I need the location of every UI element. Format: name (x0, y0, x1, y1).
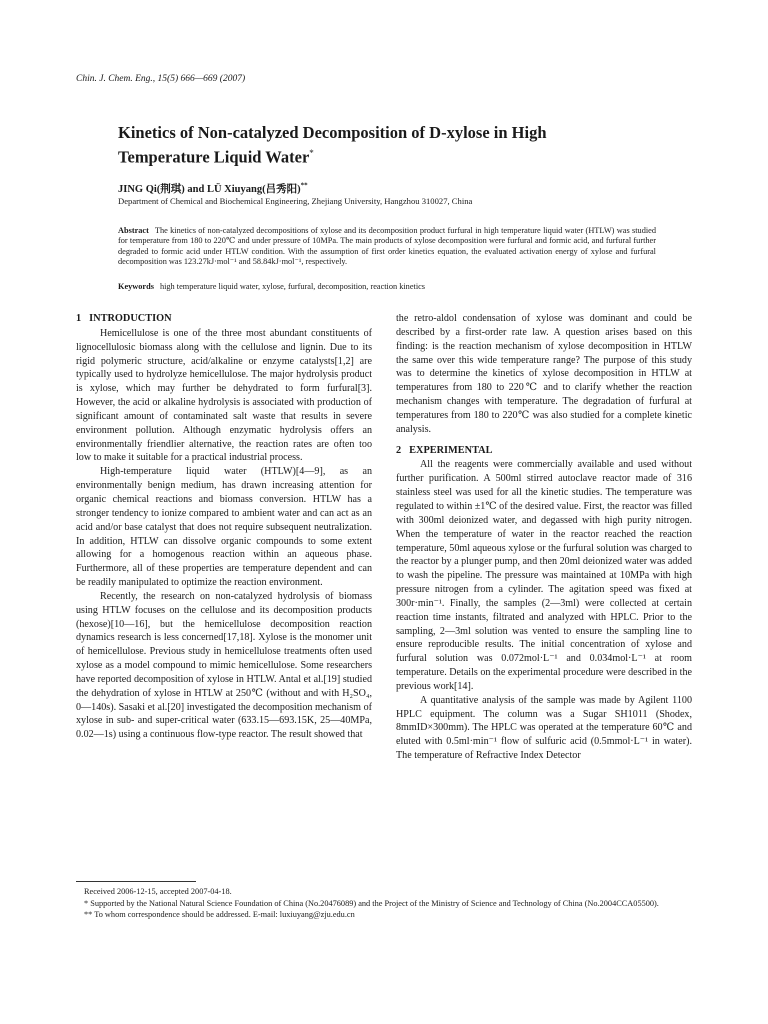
paper-title (118, 122, 638, 168)
section-number: 1 (76, 313, 82, 324)
intro-continuation: the retro-aldol condensation of xylose was dominant and could be described by a first-order rate law. A question arises based on this finding: is the reaction mechanism of xylose decomposition in HTLW the same over this wide temperature range? The purpose of this study was to determine the kinetics of xylose decomposition in HTLW at temperatures from 180 to 220℃ and to clarify whether the reaction mechanism changes with temperature. The degradation of furfural at temperatures from 180 to 220℃ was also studied for a complete kinetic analysis. (396, 313, 692, 435)
author-footnote-mark: ** (300, 181, 308, 190)
journal-citation: Chin. J. Chem. Eng., 15(5) 666—669 (2007) (76, 74, 246, 84)
keywords-text: high temperature liquid water, xylose, furfural, decomposition, reaction kinetics (159, 282, 426, 291)
section-heading-experimental (396, 444, 692, 458)
footnote-funding: * Supported by the National Natural Science Foundation of China (No.20476089) and the Project of the Ministry of Science and Technology of China (No.2004CCA05500). (84, 898, 659, 908)
intro-paragraph-2: High-temperature liquid water (HTLW)[4—9], as an environmentally benign medium, has drawn increasing attention for organic chemical reactions and biomass conversion. HTLW has a stronger tendency to ionize compared to ambient water and can act as an acid and/or base catalyst that does not require subsequent neutralization. In addition, HTLW can dissolve organic compounds to some extent allowing for a homogenous reaction within an aqueous phase. Furthermore, all of these properties are temperature dependent and can be readily manipulated to optimize the reaction environment. (76, 466, 372, 589)
intro-paragraph-3: Recently, the research on non-catalyzed hydrolysis of biomass using HTLW focuses on the cellulose and its decomposition products (hexose)[10—16], but the hemicellulose decomposition reaction dynamics research is less concerned[17,18]. Xylose is the monomer unit of hemicellulose. Previous study in hemicellulose treatments often used xylose as a model compound to mimic hemicellulose. Some researchers have reported decomposition of xylose in HTLW. Antal et al.[19] studied the dehydration of xylose in HTLW at 250℃ (without and with H₂SO₄, 0—140s). Sasaki et al.[20] investigated the decomposition mechanism of xylose in sub- and super-critical water (633.15—693.15K, 25—40MPa, 0.02—1s) using a continuous flow-type reactor. The result showed that (76, 590, 372, 741)
section-title: EXPERIMENTAL (409, 444, 493, 456)
experimental-paragraph-1: All the reagents were commercially available and used without further purification. A 500ml stirred autoclave reactor made of 316 stainless steel was used for all the kinetic studies. The temperature was regulated to within ±1℃ of the desired value. First, the reactor was filled with 300ml deionized water, and degassed with high purity nitrogen. When the temperature of water in the reactor reached the reaction temperature, 50ml aqueous xylose or the furfural solution was charged to the reactor by a plunger pump, and then 20ml deionized water was added to wash the pipeline. The pressure was maintained at 10MPa with high pressure nitrogen from a cylinder. The agitation speed was fixed at 300r·min⁻¹. Finally, the samples (2—3ml) were collected at certain reaction time instants, filtrated and analyzed with HPLC. Prior to the sampling, 2—3ml solution was vented to ensure the sampling line to ensure reproducible results. The initial concentration of xylose and furfural solution was 0.072mol·L⁻¹ and 0.034mol·L⁻¹ at room temperature. Details on the experimental procedure were described in the previous work[14]. (396, 459, 693, 692)
abstract-text: The kinetics of non-catalyzed decompositions of xylose and its decomposition product furfural in high temperature liquid water (HTLW) was studied for temperature from 180 to 220℃ and under pressure of 10MPa. The main products of xylose decomposition were furfural and formic acid, and furfural further degraded to formic acid under HTLW condition. With the assumption of first order kinetics equation, the evaluated activation energy of xylose and furfural decomposition was 123.27kJ·mol⁻¹ and 58.84kJ·mol⁻¹, respectively. (118, 226, 656, 267)
keywords-label: Keywords (118, 282, 154, 291)
footnote-rule (76, 881, 196, 882)
keywords (118, 282, 678, 291)
left-column (76, 312, 372, 742)
footnotes (84, 887, 696, 922)
experimental-paragraph-2: A quantitative analysis of the sample was made by Agilent 1100 HPLC equipment. The column was a Sugar SH1011 (Shodex, 8mmID×300mm). The HPLC was operated at the temperature 60℃ and eluted with 0.5ml·min⁻¹ flow of sulfuric acid (0.5mmol·L⁻¹ in water). The temperature of Refractive Index Detector (396, 694, 692, 762)
abstract (118, 226, 656, 268)
paper-title-text: Kinetics of Non-catalyzed Decomposition of D-xylose in High Temperature Liquid Water (118, 123, 547, 167)
footnote-correspondence: ** To whom correspondence should be addressed. E-mail: luxiuyang@zju.edu.cn (84, 910, 355, 920)
intro-paragraph-1: Hemicellulose is one of the three most abundant constituents of lignocellulosic biomass along with the cellulose and lignin. Due to its rigid polymeric structure, acid/alkaline or enzyme catalysts[1,2] are typically used to hydrolyze hemicellulose. The major hydrolysis product is xylose, which may further be dehydrated to form furfural[3]. However, the acid or alkaline hydrolysis is associated with production of significant amount of contaminated salt waste that results in severe environment pollution. Although enzymatic hydrolysis offers an environmentally friendlier alternative, the reaction rates are often too low to make it suitable for a practical industrial process. (76, 327, 372, 464)
affiliation: Department of Chemical and Biochemical Engineering, Zhejiang University, Hangzhou 310027, China (118, 196, 473, 206)
author-names: JING Qi(荆琪) and LÜ Xiuyang(吕秀阳) (118, 184, 301, 195)
author-line (118, 181, 308, 196)
footnote-received: Received 2006-12-15, accepted 2007-04-18. (84, 887, 232, 896)
section-title: INTRODUCTION (89, 313, 172, 324)
right-column (396, 312, 692, 763)
abstract-label: Abstract (118, 226, 149, 235)
title-footnote-mark: * (309, 148, 314, 158)
section-heading-introduction (76, 312, 372, 326)
section-number: 2 (396, 444, 402, 456)
